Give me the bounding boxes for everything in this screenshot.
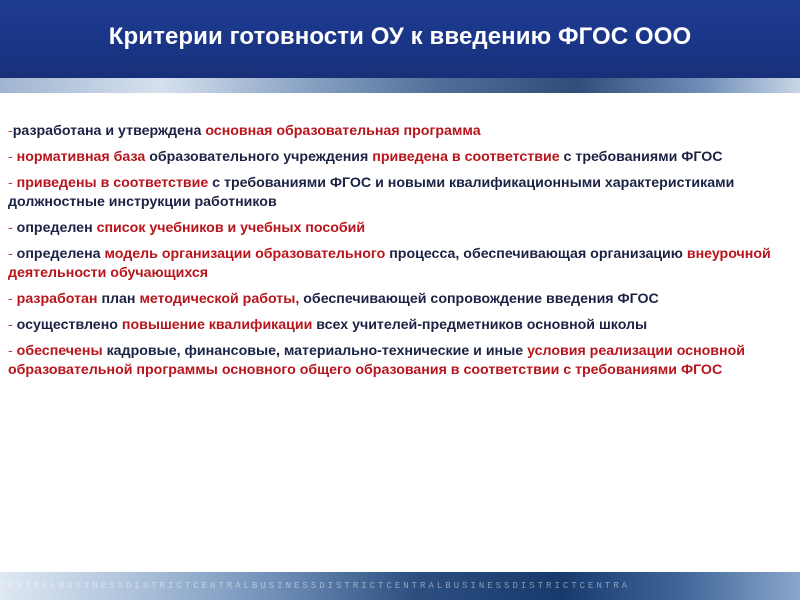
decorative-strip-text: CENTRALBUSINESSDISTRICTCENTRALBUSINESSDISTRICTCENTRALBUSINESSDISTRICTCENTRA: [0, 581, 631, 591]
bullet-dash: -: [8, 291, 17, 307]
bullet-dash: -: [8, 175, 17, 191]
bullet-dash: -: [8, 220, 17, 236]
item-text: обеспечивающей сопровождение введения ФГОС: [299, 291, 659, 307]
item-text: определен: [16, 220, 97, 236]
decorative-strip-top: [0, 78, 800, 93]
criteria-item: [8, 122, 788, 141]
item-text: определена: [16, 246, 105, 262]
bullet-dash: -: [8, 123, 13, 139]
highlighted-text: модель организации образовательного: [104, 246, 386, 262]
highlighted-text: внеурочной деятельности обучающихся: [8, 246, 771, 281]
criteria-item: [8, 148, 788, 167]
criteria-item: [8, 342, 788, 380]
highlighted-text: приведена в соответствие: [372, 149, 560, 165]
item-text: разработана и утверждена: [12, 123, 206, 139]
title-bar: [0, 0, 800, 78]
highlighted-text: нормативная база: [16, 149, 146, 165]
decorative-strip-bottom: [0, 572, 800, 600]
criteria-item: [8, 219, 788, 238]
highlighted-text: основная образовательная программа: [205, 123, 481, 139]
highlighted-text: обеспечены: [16, 343, 103, 359]
item-text: процесса, обеспечивающая организацию: [385, 246, 687, 262]
item-text: с требованиями ФГОС: [559, 149, 723, 165]
criteria-item: [8, 290, 788, 309]
criteria-item: [8, 245, 788, 283]
item-text: с требованиями ФГОС и новыми квалификационными характеристиками должностные инструкции работников: [8, 175, 735, 210]
criteria-list: [8, 122, 788, 387]
highlighted-text: разработан: [16, 291, 98, 307]
highlighted-text: методической работы,: [139, 291, 300, 307]
highlighted-text: условия реализации основной образовательной программы основного общего образования в соответствии с требованиями ФГОС: [8, 343, 745, 378]
highlighted-text: приведены в соответствие: [16, 175, 209, 191]
highlighted-text: повышение квалификации: [121, 317, 313, 333]
slide-title: Критерии готовности ОУ к введению ФГОС ООО: [108, 23, 692, 50]
criteria-item: [8, 316, 788, 335]
bullet-dash: -: [8, 246, 17, 262]
bullet-dash: -: [8, 317, 17, 333]
bullet-dash: -: [8, 343, 17, 359]
highlighted-text: список учебников и учебных пособий: [96, 220, 366, 236]
item-text: образовательного учреждения: [145, 149, 373, 165]
bullet-dash: -: [8, 149, 17, 165]
criteria-item: [8, 174, 788, 212]
item-text: всех учителей-предметников основной школы: [312, 317, 648, 333]
item-text: осуществлено: [16, 317, 122, 333]
item-text: план: [97, 291, 140, 307]
item-text: кадровые, финансовые, материально-технические и иные: [102, 343, 528, 359]
